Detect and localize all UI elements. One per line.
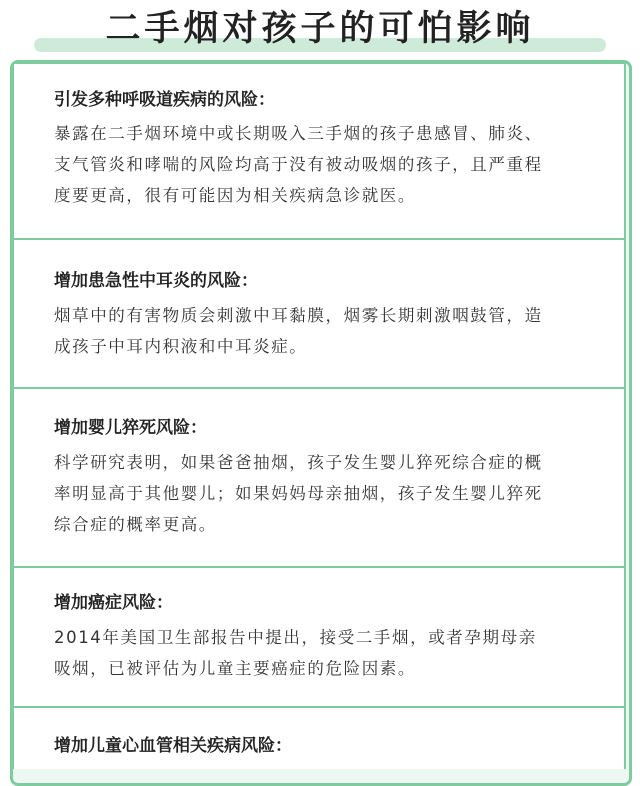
section-body-line: 度要更高，很有可能因为相关疾病急诊就医。 (54, 186, 416, 205)
section-body-line: 科学研究表明，如果爸爸抽烟，孩子发生婴儿猝死综合症的概 (54, 453, 543, 472)
section-heading: 增加儿童心血管相关疾病风险： (54, 736, 292, 756)
section-card-cancer (12, 566, 626, 708)
page-title: 二手烟对孩子的可怕影响 (105, 9, 535, 49)
section-body (54, 622, 594, 684)
section-heading: 增加婴儿猝死风险： (54, 418, 207, 438)
section-body-line: 吸烟，已被评估为儿童主要癌症的危险因素。 (54, 659, 416, 678)
section-body-line: 烟草中的有害物质会刺激中耳黏膜，烟雾长期刺激咽鼓管，造 (54, 306, 543, 325)
section-heading: 增加患急性中耳炎的风险： (54, 271, 258, 291)
title-area (0, 0, 640, 62)
section-body (54, 118, 594, 211)
section-body-line: 支气管炎和哮喘的风险均高于没有被动吸烟的孩子，且严重程 (54, 155, 543, 174)
section-card-otitis (12, 238, 626, 389)
section-body-line: 综合症的概率更高。 (54, 515, 217, 534)
section-body-line: 暴露在二手烟环境中或长期吸入三手烟的孩子患感冒、肺炎、 (54, 124, 543, 143)
section-body-line: 率明显高于其他婴儿；如果妈妈母亲抽烟，孩子发生婴儿猝死 (54, 484, 543, 503)
section-card-respiratory (12, 62, 626, 240)
section-body (54, 447, 594, 540)
section-body (54, 300, 594, 362)
section-body-line: 成孩子中耳内积液和中耳炎症。 (54, 337, 308, 356)
section-card-cardiovascular (12, 706, 626, 769)
section-body-line: 2014年美国卫生部报告中提出，接受二手烟，或者孕期母亲 (54, 628, 537, 647)
section-heading: 增加癌症风险： (54, 593, 173, 613)
section-heading: 引发多种呼吸道疾病的风险： (54, 90, 275, 110)
section-card-sids (12, 387, 626, 568)
